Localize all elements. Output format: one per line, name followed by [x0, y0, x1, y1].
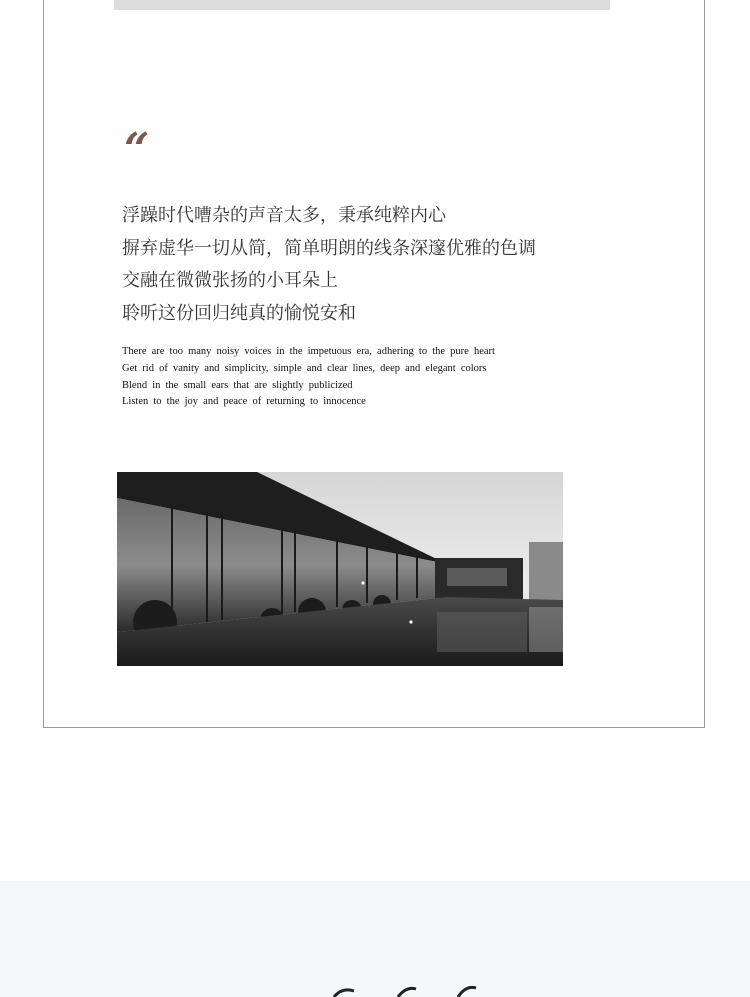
next-section-band [0, 881, 750, 997]
en-line-2: Get rid of vanity and simplicity, simple and clear lines, deep and elegant colors [122, 362, 487, 374]
en-line-4: Listen to the joy and peace of returning to innocence [122, 396, 366, 408]
english-text-block [122, 344, 495, 411]
cn-line-2: 摒弃虚华一切从简，简单明朗的线条深邃优雅的色调 [122, 237, 536, 259]
architecture-photo [117, 472, 563, 666]
quote-mark-icon: “ [124, 124, 148, 175]
cn-line-4: 聆听这份回归纯真的愉悦安和 [122, 302, 356, 324]
chinese-text-block [122, 200, 536, 330]
brush-stroke-decoration [330, 985, 480, 997]
en-line-1: There are too many noisy voices in the impetuous era, adhering to the pure heart [122, 346, 495, 357]
cn-line-1: 浮躁时代嘈杂的声音太多，秉承纯粹内心 [122, 205, 446, 226]
top-image-strip [114, 0, 610, 10]
architecture-photo-illustration [117, 472, 563, 666]
en-line-3: Blend in the small ears that are slightly publicized [122, 379, 353, 391]
cn-line-3: 交融在微微张扬的小耳朵上 [122, 270, 338, 291]
